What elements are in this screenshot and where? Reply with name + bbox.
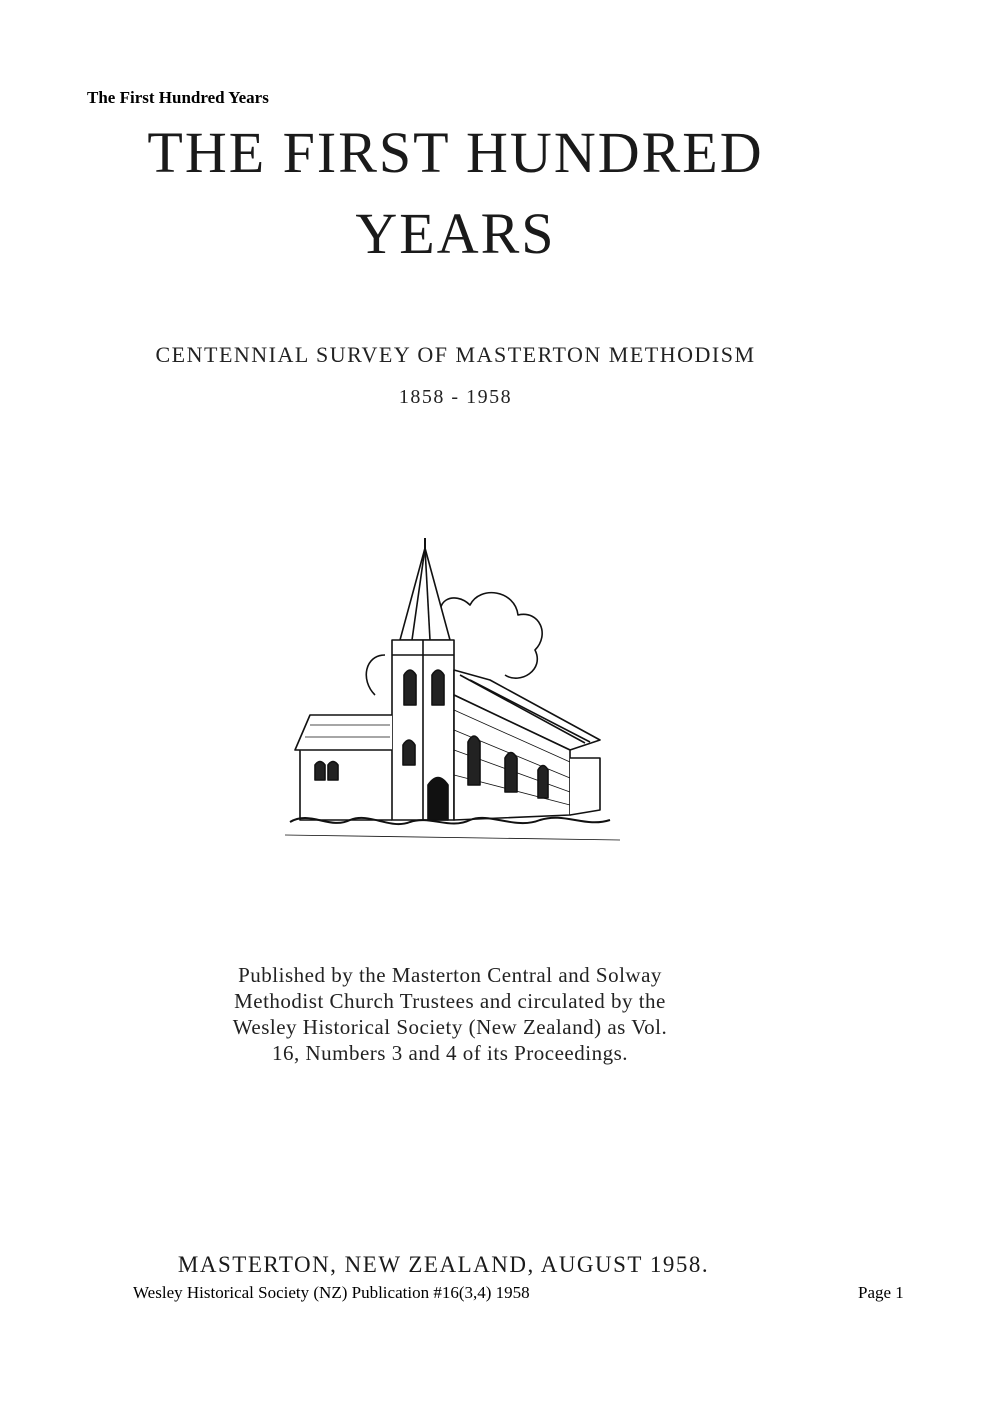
running-head: The First Hundred Years <box>87 88 269 107</box>
publisher-note-line: Methodist Church Trustees and circulated by the <box>234 989 666 1013</box>
page-title-line-2: YEARS <box>355 201 556 266</box>
publisher-note-line: 16, Numbers 3 and 4 of its Proceedings. <box>271 1041 629 1065</box>
footer-page-number: Page 1 <box>858 1283 904 1302</box>
footer-publication: Wesley Historical Society (NZ) Publication #16(3,4) 1958 <box>133 1283 530 1302</box>
subtitle: CENTENNIAL SURVEY OF MASTERTON METHODISM <box>155 342 756 367</box>
church-icon <box>280 530 630 850</box>
subtitle-dates: 1858 - 1958 <box>398 386 513 408</box>
page-title-line-1: THE FIRST HUNDRED <box>147 120 764 185</box>
publisher-note-line: Published by the Masterton Central and Solway <box>238 963 662 987</box>
imprint: MASTERTON, NEW ZEALAND, AUGUST 1958. <box>177 1252 710 1277</box>
publisher-note <box>165 962 735 1066</box>
publisher-note-line: Wesley Historical Society (New Zealand) as Vol. <box>232 1015 668 1039</box>
